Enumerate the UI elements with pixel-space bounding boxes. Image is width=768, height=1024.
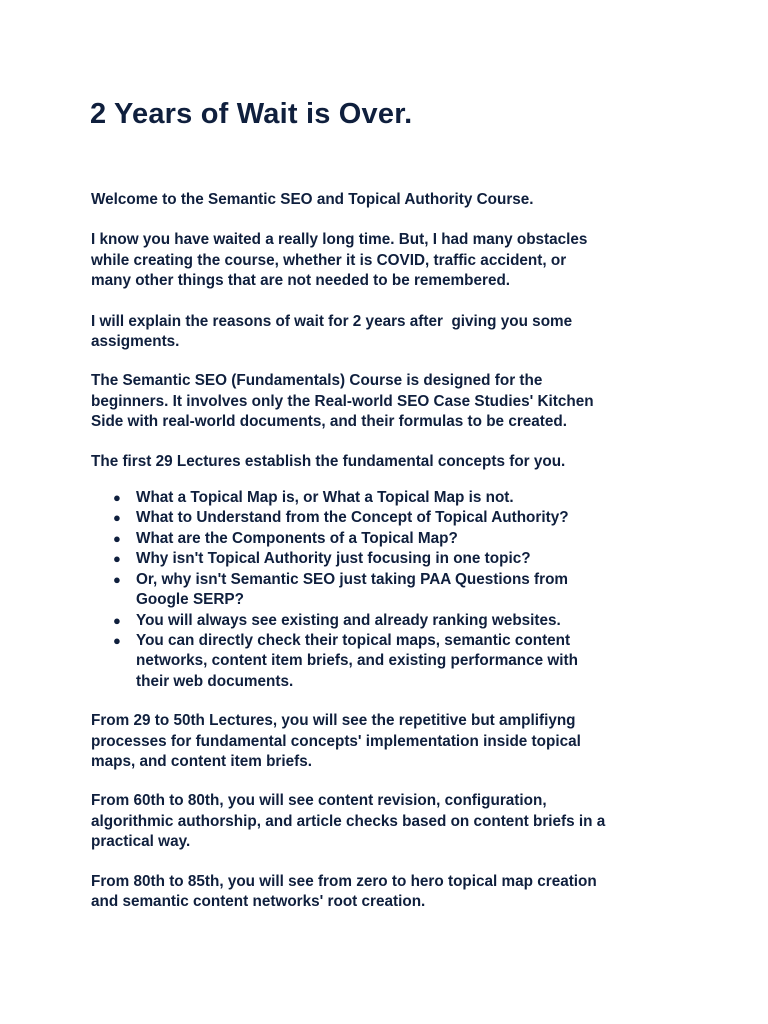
list-item-line: You will always see existing and already ranking websites.	[136, 611, 561, 629]
paragraph-line: maps, and content item briefs.	[91, 752, 312, 770]
document-body	[91, 190, 691, 912]
paragraph-line: From 60th to 80th, you will see content revision, configuration,	[91, 792, 547, 810]
bullet-dot-icon: ●	[113, 571, 121, 587]
list-item-line: Why isn't Topical Authority just focusing in one topic?	[136, 550, 531, 568]
list-item-line: networks, content item briefs, and existing performance with	[136, 652, 578, 670]
list-item	[91, 631, 691, 692]
paragraph-line: The Semantic SEO (Fundamentals) Course is designed for the	[91, 372, 543, 390]
list-item-line: You can directly check their topical maps, semantic content	[136, 631, 571, 649]
lectures-60-80-paragraph	[91, 791, 691, 852]
list-item-line: What to Understand from the Concept of Topical Authority?	[136, 509, 569, 527]
list-item	[91, 508, 691, 528]
paragraph-line: From 29 to 50th Lectures, you will see the repetitive but amplifiyng	[91, 712, 576, 730]
bullet-dot-icon: ●	[113, 510, 121, 526]
obstacles-paragraph	[91, 230, 691, 291]
intro-paragraph: Welcome to the Semantic SEO and Topical Authority Course.	[91, 191, 534, 208]
bullet-dot-icon: ●	[113, 490, 121, 506]
list-item	[91, 529, 691, 549]
list-item	[91, 570, 691, 611]
page-title: 2 Years of Wait is Over.	[90, 98, 413, 130]
list-item-line: Google SERP?	[136, 591, 244, 609]
bullet-dot-icon: ●	[113, 632, 121, 648]
paragraph-line: I know you have waited a really long time. But, I had many obstacles	[91, 231, 588, 249]
bullet-dot-icon: ●	[113, 530, 121, 546]
paragraph-line: algorithmic authorship, and article checks based on content briefs in a	[91, 812, 606, 830]
list-item-line: What are the Components of a Topical Map?	[136, 529, 458, 547]
paragraph-line: processes for fundamental concepts' implementation inside topical	[91, 732, 581, 750]
list-item	[91, 549, 691, 569]
reasons-paragraph	[91, 312, 691, 353]
paragraph-line: many other things that are not needed to be remembered.	[91, 272, 511, 290]
list-item	[91, 611, 691, 631]
paragraph-line: assigments.	[91, 333, 180, 351]
bullet-dot-icon: ●	[113, 551, 121, 567]
paragraph-line: From 80th to 85th, you will see from zero to hero topical map creation	[91, 872, 597, 890]
bullet-dot-icon: ●	[113, 612, 121, 628]
fundamentals-paragraph	[91, 371, 691, 432]
list-item	[91, 488, 691, 508]
paragraph-line: Side with real-world documents, and their formulas to be created.	[91, 413, 567, 431]
paragraph-line: while creating the course, whether it is COVID, traffic accident, or	[91, 251, 567, 269]
paragraph-line: beginners. It involves only the Real-world SEO Case Studies' Kitchen	[91, 392, 594, 410]
topics-bullet-list	[91, 488, 691, 692]
paragraph-line: and semantic content networks' root creation.	[91, 892, 426, 910]
list-item-line: Or, why isn't Semantic SEO just taking PAA Questions from	[136, 570, 569, 588]
paragraph-line: practical way.	[91, 833, 191, 851]
lectures-29-50-paragraph	[91, 711, 691, 772]
first-29-lectures-paragraph: The first 29 Lectures establish the fundamental concepts for you.	[91, 452, 566, 470]
paragraph-line: I will explain the reasons of wait for 2 years after giving you some	[91, 312, 573, 330]
lectures-80-85-paragraph	[91, 872, 691, 913]
list-item-line: What a Topical Map is, or What a Topical Map is not.	[136, 489, 514, 507]
list-item-line: their web documents.	[136, 672, 294, 690]
